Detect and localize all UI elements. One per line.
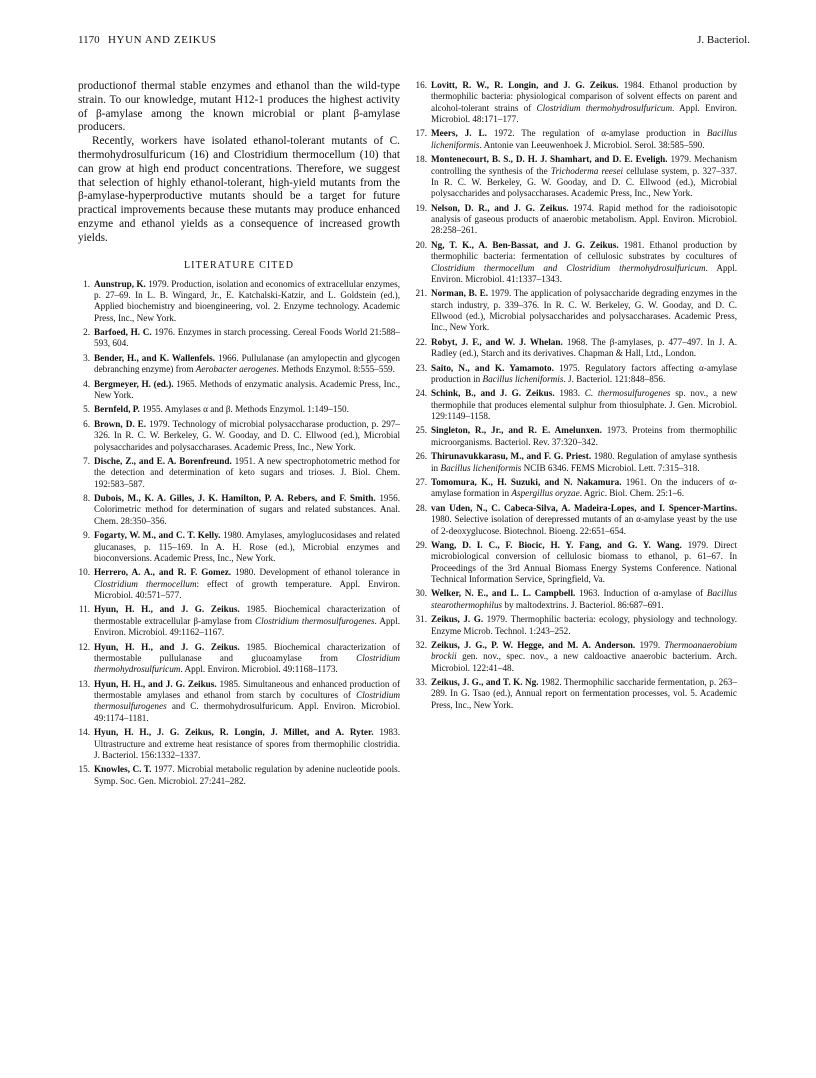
- reference-species: Clostridium thermosulfurogenes: [255, 615, 375, 626]
- reference-authors: Zeikus, J. G., and T. K. Ng.: [431, 677, 539, 688]
- reference-item: [415, 477, 737, 500]
- reference-item: [78, 727, 400, 761]
- reference-text: 1979.: [635, 639, 665, 650]
- reference-number: 16.: [415, 80, 427, 90]
- reference-text: 1985. Biochemical characterization of thermostable pullulanase and glucoamylase from: [94, 641, 401, 663]
- reference-text: NCIB 6346. FEMS Microbiol. Lett. 7:315–318.: [521, 462, 700, 473]
- reference-number: 12.: [78, 641, 90, 652]
- reference-authors: Bergmeyer, H. (ed.).: [94, 378, 174, 389]
- reference-text: 1963. Induction of α-amylase of: [575, 588, 707, 599]
- reference-item: [78, 419, 400, 453]
- reference-authors: Lovitt, R. W., R. Longin, and J. G. Zeikus.: [431, 80, 619, 90]
- reference-species: Clostridium thermohydrosulfuricum: [94, 652, 400, 675]
- reference-text: 1966. Pullulanase (an amylopectin and glycogen debranching enzyme) from: [94, 352, 400, 375]
- reference-list-right: [415, 80, 737, 711]
- running-authors: HYUN AND ZEIKUS: [108, 34, 217, 46]
- reference-item: [78, 456, 400, 490]
- reference-authors: Hyun, H. H., J. G. Zeikus, R. Longin, J. Millet, and A. Ryter.: [94, 727, 374, 738]
- reference-text: 1980. Amylases, amyloglucosidases and related glucanases, p. 115–169. In A. H. Rose (ed.), Microbial enzymes and bioconversions. Academic Press, Inc., New York.: [94, 530, 401, 563]
- reference-text: 1979. Direct microbiological conversion of cellulosic biomass to ethanol, p. 61–67. In Proceedings of the 3rd Annual Biomass Energy Systems Conference. National Technical Information Service, Springfield, Va.: [431, 539, 737, 584]
- reference-text: : effect of growth temperature. Appl. Environ. Microbiol. 40:571–577.: [94, 578, 400, 600]
- body-paragraph: productionof thermal stable enzymes and ethanol than the wild-type strain. To our knowledge, mutant H12-1 produces the highest activity of β-amylase among the known microbial or plant β-amylase producers.: [78, 80, 400, 134]
- reference-number: 10.: [78, 567, 90, 578]
- reference-authors: Hyun, H. H., and J. G. Zeikus.: [94, 604, 240, 615]
- reference-item: [415, 80, 737, 125]
- reference-authors: Nelson, D. R., and J. G. Zeikus.: [431, 202, 569, 213]
- reference-text: 1979. Thermophilic bacteria: ecology, physiology and technology. Enzyme Microb. Technol. 1:243–252.: [431, 614, 738, 636]
- reference-number: 7.: [83, 455, 90, 466]
- reference-item: [78, 530, 400, 564]
- reference-text: by maltodextrins. J. Bacteriol. 86:687–691.: [502, 599, 664, 610]
- reference-number: 27.: [415, 477, 427, 488]
- reference-text: 1981. Ethanol production by thermophilic bacteria: fermentation of cellulosic substrates by cocultures of: [431, 239, 737, 262]
- reference-species: Bacillus licheniformis: [482, 373, 564, 384]
- reference-number: 2.: [83, 327, 90, 338]
- reference-number: 29.: [415, 539, 427, 550]
- reference-text: 1955. Amylases α and β. Methods Enzymol. 1:149–150.: [139, 404, 349, 415]
- reference-authors: Herrero, A. A., and R. F. Gomez.: [94, 567, 232, 578]
- reference-text: . Methods Enzymol. 8:555–559.: [276, 364, 395, 375]
- reference-item: [78, 279, 400, 324]
- reference-number: 25.: [415, 425, 427, 436]
- reference-authors: Dubois, M., K. A. Gilles, J. K. Hamilton, P. A. Rebers, and F. Smith.: [94, 493, 376, 504]
- reference-species: Bacillus stearothermophilus: [431, 588, 737, 610]
- reference-item: [415, 640, 737, 674]
- reference-text: 1951. A new spectrophotometric method for the detection and determination of keto sugars and trioses. J. Biol. Chem. 192:583–587.: [94, 455, 400, 489]
- reference-item: [78, 379, 400, 402]
- reference-text: sp. nov., a new thermophile that produces elemental sulphur from thiosulphate. J. Gen. Microbiol. 129:1149–1158.: [431, 388, 737, 422]
- reference-number: 30.: [415, 588, 427, 599]
- body-paragraph: Recently, workers have isolated ethanol-tolerant mutants of C. thermohydrosulfuricum (16) and Clostridium thermocellum (10) that can grow at high end product concentrations. Therefore, we suggest that selection of highly ethanol-tolerant, high-yield mutants from the β-amylase-hyperproductive mutants should be a target for future practical improvements because these mutants may produce enhanced enzyme and ethanol yields as a consequence of increased growth yields.: [78, 135, 400, 244]
- reference-item: [415, 388, 737, 422]
- reference-number: 11.: [78, 604, 90, 615]
- reference-item: [415, 203, 737, 237]
- reference-item: [78, 493, 400, 527]
- reference-text: 1972. The regulation of α-amylase production in: [486, 128, 707, 139]
- reference-number: 15.: [78, 764, 90, 775]
- reference-authors: Norman, B. E.: [431, 288, 489, 299]
- reference-authors: Zeikus, J. G., P. W. Hegge, and M. A. Anderson.: [431, 639, 636, 650]
- reference-item: [415, 240, 737, 285]
- reference-authors: Fogarty, W. M., and C. T. Kelly.: [94, 530, 221, 541]
- reference-authors: Thirunavukkarasu, M., and F. G. Priest.: [431, 451, 592, 462]
- reference-authors: Schink, B., and J. G. Zeikus.: [431, 388, 555, 399]
- reference-text: gen. nov., spec. nov., a new caldoactive anaerobic bacterium. Arch. Microbiol. 122:41–48.: [431, 651, 737, 673]
- reference-authors: Bernfeld, P.: [94, 404, 140, 415]
- reference-authors: Bender, H., and K. Wallenfels.: [94, 352, 215, 363]
- reference-text: 1977. Microbial metabolic regulation by adenine nucleotide pools. Symp. Soc. Gen. Microbiol. 27:241–282.: [94, 764, 400, 786]
- reference-number: 5.: [83, 404, 90, 415]
- reference-item: [415, 677, 737, 711]
- reference-authors: Ng, T. K., A. Ben-Bassat, and J. G. Zeikus.: [431, 239, 619, 250]
- reference-list-left: [78, 279, 400, 787]
- reference-item: [415, 614, 737, 637]
- reference-text: 1974. Rapid method for the radioisotopic analysis of gaseous products of anaerobic metabolism. Appl. Environ. Microbiol. 28:258–261.: [431, 202, 737, 236]
- right-column: [415, 80, 737, 714]
- reference-authors: Meers, J. L.: [431, 128, 487, 139]
- reference-number: 8.: [83, 493, 90, 504]
- reference-species: Clostridium thermosulfurogenes: [94, 690, 400, 712]
- reference-species: Clostridium thermocellum: [94, 578, 197, 589]
- reference-text: 1985. Biochemical characterization of thermostable extracellular β-amylase from: [94, 604, 401, 626]
- reference-text: 1975. Regulatory factors affecting α-amylase production in: [431, 362, 737, 384]
- reference-number: 14.: [78, 727, 90, 738]
- reference-item: [78, 327, 400, 350]
- reference-text: 1985. Simultaneous and enhanced production of thermostable amylases and ethanol from starch by cocultures of: [94, 678, 401, 701]
- reference-number: 13.: [78, 678, 90, 689]
- reference-species: Aspergillus oryzae: [511, 488, 580, 499]
- reference-text: 1980. Regulation of amylase synthesis in: [431, 451, 737, 473]
- reference-authors: Dische, Z., and E. A. Borenfreund.: [94, 455, 232, 466]
- page-number: 1170: [78, 34, 100, 46]
- reference-text: 1956. Colorimetric method for determination of sugars and related substances. Anal. Chem. 28:350–356.: [94, 493, 400, 526]
- reference-authors: Wang, D. I. C., F. Biocic, H. Y. Fang, and G. Y. Wang.: [431, 539, 682, 550]
- reference-authors: Singleton, R., Jr., and R. E. Amelunxen.: [431, 425, 602, 436]
- reference-species: Bacillus licheniformis: [440, 462, 522, 473]
- reference-item: [415, 451, 737, 474]
- reference-text: 1979. Mechanism controlling the synthesis of the: [431, 154, 737, 176]
- reference-text: 1979. Production, isolation and economics of extracellular enzymes, p. 27–69. In L. B. Wingard, Jr., E. Katchalski-Katzir, and L. Goldstein (ed.), Applied biochemistry and bioengineering, vol. 2. Enzyme technology. Academic Press, Inc., New York.: [94, 278, 400, 323]
- reference-text: 1968. The β-amylases, p. 477–497. In J. A. Radley (ed.), Starch and its derivatives. Chapman & Hall, Ltd., London.: [431, 336, 737, 359]
- left-column: [78, 80, 400, 790]
- journal-name: J. Bacteriol.: [697, 34, 750, 46]
- reference-text: 1965. Methods of enzymatic analysis. Academic Press, Inc., New York.: [94, 378, 400, 400]
- reference-authors: Knowles, C. T.: [94, 764, 152, 775]
- reference-number: 22.: [415, 336, 427, 347]
- reference-item: [415, 425, 737, 448]
- reference-number: 32.: [415, 639, 427, 650]
- reference-text: . J. Bacteriol. 121:848–856.: [563, 373, 666, 384]
- reference-item: [415, 288, 737, 333]
- reference-text: cellulase system, p. 327–337. In R. C. W. Berkeley, G. W. Gooday, and D. C. Ellwood (ed.), Microbial polysaccharides and polysaccharases. Academic Press, Inc., New York.: [431, 165, 737, 199]
- reference-item: [78, 679, 400, 724]
- reference-authors: Brown, D. E.: [94, 418, 147, 429]
- reference-item: [415, 540, 737, 585]
- reference-authors: van Uden, N., C. Cabeca-Silva, A. Madeira-Lopes, and I. Spencer-Martins.: [431, 502, 737, 513]
- reference-number: 9.: [83, 530, 90, 541]
- reference-text: 1976. Enzymes in starch processing. Cereal Foods World 21:588–593, 604.: [94, 327, 400, 349]
- running-header: [78, 34, 750, 50]
- reference-item: [78, 404, 400, 415]
- reference-species: Clostridium thermohydrosulfuricum: [536, 102, 673, 113]
- reference-text: . Appl. Environ. Microbiol. 49:1168–1173.: [180, 664, 338, 675]
- reference-text: 1973. Proteins from thermophilic microorganisms. Bacteriol. Rev. 37:320–342.: [431, 425, 737, 447]
- reference-item: [78, 353, 400, 376]
- reference-number: 21.: [415, 288, 427, 299]
- reference-item: [78, 567, 400, 601]
- reference-number: 23.: [415, 362, 427, 373]
- reference-item: [415, 337, 737, 360]
- reference-number: 20.: [415, 239, 427, 250]
- reference-species: Trichoderma reesei: [550, 165, 624, 176]
- reference-number: 24.: [415, 388, 427, 399]
- reference-number: 28.: [415, 502, 427, 513]
- reference-text: . Antonie van Leeuwenhoek J. Microbiol. Serol. 38:585–590.: [479, 139, 705, 150]
- reference-text: . Appl. Environ. Microbiol. 49:1162–1167.: [94, 615, 400, 638]
- reference-text: 1979. Technology of microbial polysaccharase production, p. 297–326. In R. C. W. Berkeley, G. W. Gooday, and D. C. Ellwood (ed.), Microbial polysaccharides and polysaccharases. Academic Press, Inc., New York.: [94, 418, 400, 452]
- reference-authors: Zeikus, J. G.: [431, 614, 484, 625]
- reference-species: Clostridium thermocellum and Clostridium thermohydrosulfuricum: [431, 262, 706, 273]
- reference-item: [415, 128, 737, 151]
- reference-number: 33.: [415, 677, 427, 688]
- reference-species: C. thermosulfurogenes: [584, 388, 671, 399]
- reference-authors: Welker, N. E., and L. L. Campbell.: [431, 588, 576, 599]
- reference-text: . Agric. Biol. Chem. 25:1–6.: [579, 488, 685, 499]
- reference-authors: Hyun, H. H., and J. G. Zeikus.: [94, 641, 240, 652]
- reference-text: 1979. The application of polysaccharide degrading enzymes in the starch industry, p. 339–376. In R. C. W. Berkeley, G. W. Gooday, and D. C. Ellwood (ed.), Microbial polysaccharides and polysaccharases. Academic Press, Inc., New York.: [431, 288, 737, 333]
- reference-number: 18.: [415, 154, 427, 165]
- reference-text: 1983. Ultrastructure and extreme heat resistance of spores from thermophilic clostridia. J. Bacteriol. 156:1332–1337.: [94, 727, 401, 760]
- reference-item: [415, 588, 737, 611]
- reference-species: Thermoanaerobium brockii: [431, 639, 737, 662]
- reference-number: 6.: [83, 418, 90, 429]
- reference-text: 1982. Thermophilic saccharide fermentation, p. 263–289. In G. Tsao (ed.), Annual report on fermentation processes, vol. 5. Academic Press, Inc., New York.: [431, 677, 737, 710]
- reference-authors: Barfoed, H. C.: [94, 327, 152, 338]
- reference-text: 1983.: [554, 388, 585, 399]
- reference-number: 17.: [415, 128, 427, 139]
- reference-number: 19.: [415, 202, 427, 213]
- reference-item: [415, 154, 737, 199]
- reference-authors: Robyt, J. F., and W. J. Whelan.: [431, 336, 563, 347]
- reference-authors: Tomomura, K., H. Suzuki, and N. Nakamura.: [431, 477, 622, 488]
- reference-text: 1961. On the inducers of α-amylase formation in: [431, 477, 737, 499]
- reference-text: . Appl. Environ. Microbiol. 48:171–177.: [431, 102, 737, 125]
- reference-item: [415, 503, 737, 537]
- reference-item: [78, 764, 400, 787]
- reference-text: 1984. Ethanol production by thermophilic bacteria: physiological comparison of solvent effects on parent and alcohol-tolerant strains of: [431, 80, 737, 113]
- reference-text: 1980. Development of ethanol tolerance in: [231, 567, 400, 578]
- reference-text: . Appl. Environ. Microbiol. 41:1337–1343.: [431, 262, 737, 284]
- reference-item: [415, 363, 737, 386]
- reference-item: [78, 604, 400, 638]
- reference-authors: Hyun, H. H., and J. G. Zeikus.: [94, 678, 217, 689]
- reference-number: 1.: [83, 278, 90, 289]
- reference-number: 4.: [83, 378, 90, 389]
- reference-number: 31.: [415, 614, 427, 625]
- reference-item: [78, 642, 400, 676]
- reference-number: 26.: [415, 451, 427, 462]
- reference-authors: Aunstrup, K.: [94, 278, 146, 289]
- reference-species: Aerobacter aerogenes: [195, 364, 277, 375]
- reference-authors: Saito, N., and K. Yamamoto.: [431, 362, 554, 373]
- reference-text: and C. thermohydrosulfuricum. Appl. Environ. Microbiol. 49:1174–1181.: [94, 701, 400, 723]
- literature-cited-heading: LITERATURE CITED: [183, 259, 295, 271]
- reference-authors: Montenecourt, B. S., D. H. J. Shamhart, and D. E. Eveligh.: [431, 154, 668, 165]
- reference-species: Bacillus licheniformis: [431, 128, 738, 150]
- reference-number: 3.: [83, 352, 90, 363]
- reference-text: 1980. Selective isolation of derepressed mutants of an α-amylase yeast by the use of 2-deoxyglucose. Biotechnol. Bioeng. 22:651–654.: [431, 514, 737, 536]
